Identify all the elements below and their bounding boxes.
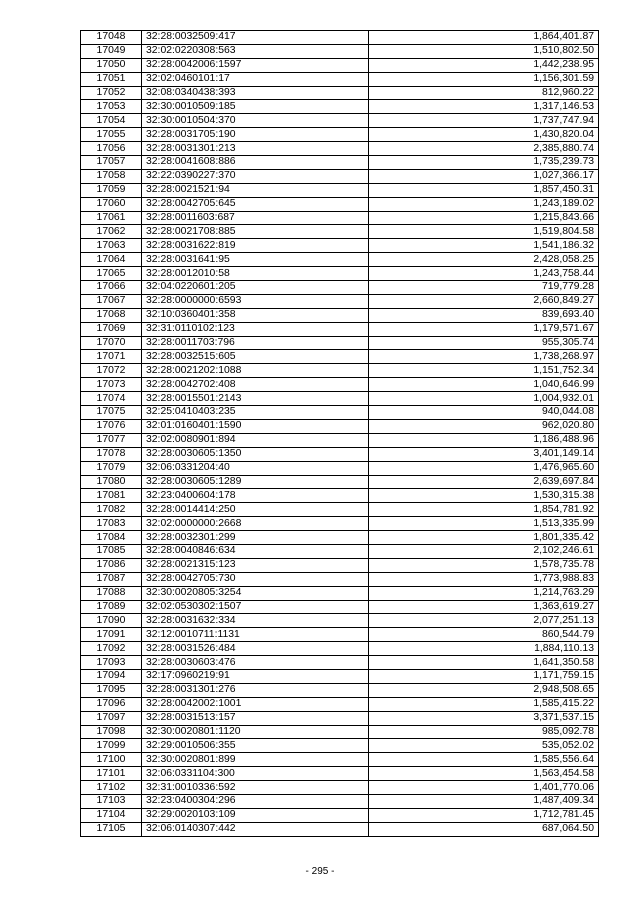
table-row xyxy=(81,433,599,447)
value-amount-cell: 1,476,965.60 xyxy=(369,461,599,475)
cadastral-number-cell: 32:28:0030605:1289 xyxy=(142,475,369,489)
cadastral-number-cell: 32:10:0360401:358 xyxy=(142,308,369,322)
cadastral-number-cell: 32:30:0020805:3254 xyxy=(142,586,369,600)
table-row xyxy=(81,794,599,808)
table-row xyxy=(81,544,599,558)
value-amount-cell: 1,151,752.34 xyxy=(369,364,599,378)
table-row xyxy=(81,739,599,753)
table-row xyxy=(81,600,599,614)
cadastral-number-cell: 32:29:0010506:355 xyxy=(142,739,369,753)
value-amount-cell: 1,884,110.13 xyxy=(369,642,599,656)
cadastral-number-cell: 32:06:0331204:40 xyxy=(142,461,369,475)
row-number-cell: 17078 xyxy=(81,447,142,461)
cadastral-number-cell: 32:28:0031513:157 xyxy=(142,711,369,725)
row-number-cell: 17086 xyxy=(81,558,142,572)
row-number-cell: 17074 xyxy=(81,392,142,406)
value-amount-cell: 1,040,646.99 xyxy=(369,378,599,392)
cadastral-number-cell: 32:02:0460101:17 xyxy=(142,72,369,86)
cadastral-number-cell: 32:30:0020801:899 xyxy=(142,753,369,767)
row-number-cell: 17100 xyxy=(81,753,142,767)
row-number-cell: 17094 xyxy=(81,669,142,683)
table-row xyxy=(81,683,599,697)
cadastral-number-cell: 32:28:0021708:885 xyxy=(142,225,369,239)
table-row xyxy=(81,253,599,267)
value-amount-cell: 1,179,571.67 xyxy=(369,322,599,336)
value-amount-cell: 687,064.50 xyxy=(369,822,599,836)
cadastral-number-cell: 32:22:0390227:370 xyxy=(142,169,369,183)
table-row xyxy=(81,711,599,725)
value-amount-cell: 2,102,246.61 xyxy=(369,544,599,558)
value-amount-cell: 985,092.78 xyxy=(369,725,599,739)
row-number-cell: 17087 xyxy=(81,572,142,586)
row-number-cell: 17056 xyxy=(81,142,142,156)
cadastral-number-cell: 32:01:0160401:1590 xyxy=(142,419,369,433)
cadastral-number-cell: 32:17:0960219:91 xyxy=(142,669,369,683)
cadastral-number-cell: 32:30:0010509:185 xyxy=(142,100,369,114)
table-row xyxy=(81,31,599,45)
table-row xyxy=(81,156,599,170)
cadastral-number-cell: 32:28:0031632:334 xyxy=(142,614,369,628)
value-amount-cell: 719,779.28 xyxy=(369,281,599,295)
value-amount-cell: 1,857,450.31 xyxy=(369,183,599,197)
table-row xyxy=(81,475,599,489)
cadastral-number-cell: 32:30:0010504:370 xyxy=(142,114,369,128)
table-row xyxy=(81,642,599,656)
table-row xyxy=(81,558,599,572)
cadastral-number-cell: 32:28:0021202:1088 xyxy=(142,364,369,378)
cadastral-number-cell: 32:25:0410403:235 xyxy=(142,406,369,420)
table-row xyxy=(81,44,599,58)
row-number-cell: 17050 xyxy=(81,58,142,72)
row-number-cell: 17081 xyxy=(81,489,142,503)
table-row xyxy=(81,308,599,322)
cadastral-number-cell: 32:28:0030605:1350 xyxy=(142,447,369,461)
table-row xyxy=(81,294,599,308)
value-amount-cell: 1,317,146.53 xyxy=(369,100,599,114)
value-amount-cell: 940,044.08 xyxy=(369,406,599,420)
value-amount-cell: 860,544.79 xyxy=(369,628,599,642)
table-row xyxy=(81,350,599,364)
value-amount-cell: 1,442,238.95 xyxy=(369,58,599,72)
cadastral-number-cell: 32:28:0011703:796 xyxy=(142,336,369,350)
row-number-cell: 17053 xyxy=(81,100,142,114)
value-amount-cell: 1,186,488.96 xyxy=(369,433,599,447)
row-number-cell: 17101 xyxy=(81,767,142,781)
table-row xyxy=(81,531,599,545)
row-number-cell: 17102 xyxy=(81,781,142,795)
row-number-cell: 17098 xyxy=(81,725,142,739)
table-row xyxy=(81,822,599,836)
cadastral-number-cell: 32:28:0042702:408 xyxy=(142,378,369,392)
row-number-cell: 17054 xyxy=(81,114,142,128)
value-amount-cell: 1,854,781.92 xyxy=(369,503,599,517)
table-row xyxy=(81,100,599,114)
value-amount-cell: 839,693.40 xyxy=(369,308,599,322)
row-number-cell: 17075 xyxy=(81,406,142,420)
table-row xyxy=(81,322,599,336)
table-row xyxy=(81,197,599,211)
value-amount-cell: 1,510,802.50 xyxy=(369,44,599,58)
value-amount-cell: 1,214,763.29 xyxy=(369,586,599,600)
value-amount-cell: 1,401,770.06 xyxy=(369,781,599,795)
row-number-cell: 17062 xyxy=(81,225,142,239)
row-number-cell: 17049 xyxy=(81,44,142,58)
table-row xyxy=(81,656,599,670)
value-amount-cell: 1,738,268.97 xyxy=(369,350,599,364)
table-row xyxy=(81,72,599,86)
cadastral-number-cell: 32:28:0031705:190 xyxy=(142,128,369,142)
row-number-cell: 17073 xyxy=(81,378,142,392)
row-number-cell: 17077 xyxy=(81,433,142,447)
cadastral-number-cell: 32:12:0010711:1131 xyxy=(142,628,369,642)
row-number-cell: 17104 xyxy=(81,808,142,822)
table-row xyxy=(81,447,599,461)
value-amount-cell: 1,541,186.32 xyxy=(369,239,599,253)
value-amount-cell: 1,801,335.42 xyxy=(369,531,599,545)
value-amount-cell: 1,563,454.58 xyxy=(369,767,599,781)
row-number-cell: 17070 xyxy=(81,336,142,350)
row-number-cell: 17079 xyxy=(81,461,142,475)
table-row xyxy=(81,86,599,100)
value-amount-cell: 1,712,781.45 xyxy=(369,808,599,822)
cadastral-number-cell: 32:28:0021521:94 xyxy=(142,183,369,197)
row-number-cell: 17058 xyxy=(81,169,142,183)
table-row xyxy=(81,58,599,72)
cadastral-number-cell: 32:28:0042705:645 xyxy=(142,197,369,211)
row-number-cell: 17083 xyxy=(81,517,142,531)
cadastral-number-cell: 32:28:0042705:730 xyxy=(142,572,369,586)
row-number-cell: 17097 xyxy=(81,711,142,725)
value-amount-cell: 1,585,556.64 xyxy=(369,753,599,767)
row-number-cell: 17085 xyxy=(81,544,142,558)
row-number-cell: 17071 xyxy=(81,350,142,364)
table-row xyxy=(81,767,599,781)
value-amount-cell: 3,371,537.15 xyxy=(369,711,599,725)
value-amount-cell: 1,363,619.27 xyxy=(369,600,599,614)
row-number-cell: 17057 xyxy=(81,156,142,170)
row-number-cell: 17093 xyxy=(81,656,142,670)
table-row xyxy=(81,392,599,406)
row-number-cell: 17072 xyxy=(81,364,142,378)
row-number-cell: 17095 xyxy=(81,683,142,697)
value-amount-cell: 1,578,735.78 xyxy=(369,558,599,572)
table-row xyxy=(81,183,599,197)
table-row xyxy=(81,669,599,683)
value-amount-cell: 1,585,415.22 xyxy=(369,697,599,711)
row-number-cell: 17080 xyxy=(81,475,142,489)
value-amount-cell: 955,305.74 xyxy=(369,336,599,350)
row-number-cell: 17059 xyxy=(81,183,142,197)
row-number-cell: 17055 xyxy=(81,128,142,142)
value-amount-cell: 1,530,315.38 xyxy=(369,489,599,503)
cadastral-number-cell: 32:31:0110102:123 xyxy=(142,322,369,336)
value-amount-cell: 1,737,747.94 xyxy=(369,114,599,128)
table-row xyxy=(81,114,599,128)
table-row xyxy=(81,142,599,156)
cadastral-number-cell: 32:28:0021315:123 xyxy=(142,558,369,572)
cadastral-number-cell: 32:28:0031641:95 xyxy=(142,253,369,267)
row-number-cell: 17099 xyxy=(81,739,142,753)
cadastral-number-cell: 32:23:0400304:296 xyxy=(142,794,369,808)
cadastral-number-cell: 32:28:0031622:819 xyxy=(142,239,369,253)
value-amount-cell: 1,864,401.87 xyxy=(369,31,599,45)
row-number-cell: 17051 xyxy=(81,72,142,86)
value-amount-cell: 1,027,366.17 xyxy=(369,169,599,183)
value-amount-cell: 2,639,697.84 xyxy=(369,475,599,489)
cadastral-number-cell: 32:02:0530302:1507 xyxy=(142,600,369,614)
table-row xyxy=(81,503,599,517)
cadastral-number-cell: 32:28:0014414:250 xyxy=(142,503,369,517)
row-number-cell: 17063 xyxy=(81,239,142,253)
page-number: - 295 - xyxy=(305,866,335,877)
table-row xyxy=(81,517,599,531)
table-row xyxy=(81,489,599,503)
value-amount-cell: 1,430,820.04 xyxy=(369,128,599,142)
cadastral-number-cell: 32:28:0042006:1597 xyxy=(142,58,369,72)
value-amount-cell: 1,513,335.99 xyxy=(369,517,599,531)
value-amount-cell: 1,171,759.15 xyxy=(369,669,599,683)
value-amount-cell: 1,519,804.58 xyxy=(369,225,599,239)
row-number-cell: 17088 xyxy=(81,586,142,600)
row-number-cell: 17082 xyxy=(81,503,142,517)
row-number-cell: 17065 xyxy=(81,267,142,281)
value-amount-cell: 1,243,758.44 xyxy=(369,267,599,281)
value-amount-cell: 1,243,189.02 xyxy=(369,197,599,211)
cadastral-number-cell: 32:28:0031301:276 xyxy=(142,683,369,697)
table-row xyxy=(81,753,599,767)
value-amount-cell: 1,156,301.59 xyxy=(369,72,599,86)
cadastral-number-cell: 32:28:0041608:886 xyxy=(142,156,369,170)
table-row xyxy=(81,808,599,822)
table-row xyxy=(81,225,599,239)
row-number-cell: 17096 xyxy=(81,697,142,711)
value-amount-cell: 1,004,932.01 xyxy=(369,392,599,406)
row-number-cell: 17084 xyxy=(81,531,142,545)
table-row xyxy=(81,461,599,475)
cadastral-number-cell: 32:28:0032301:299 xyxy=(142,531,369,545)
cadastral-number-cell: 32:28:0032515:605 xyxy=(142,350,369,364)
value-amount-cell: 2,428,058.25 xyxy=(369,253,599,267)
table-row xyxy=(81,572,599,586)
cadastral-number-cell: 32:02:0000000:2668 xyxy=(142,517,369,531)
cadastral-number-cell: 32:28:0030603:476 xyxy=(142,656,369,670)
table-row xyxy=(81,697,599,711)
row-number-cell: 17103 xyxy=(81,794,142,808)
cadastral-number-cell: 32:28:0015501:2143 xyxy=(142,392,369,406)
table-row xyxy=(81,378,599,392)
table-row xyxy=(81,586,599,600)
value-amount-cell: 1,487,409.34 xyxy=(369,794,599,808)
table-row xyxy=(81,406,599,420)
table-row xyxy=(81,169,599,183)
row-number-cell: 17048 xyxy=(81,31,142,45)
row-number-cell: 17089 xyxy=(81,600,142,614)
table-row xyxy=(81,781,599,795)
table-row xyxy=(81,614,599,628)
value-amount-cell: 2,660,849.27 xyxy=(369,294,599,308)
cadastral-number-cell: 32:28:0031301:213 xyxy=(142,142,369,156)
value-amount-cell: 1,773,988.83 xyxy=(369,572,599,586)
cadastral-number-cell: 32:28:0011603:687 xyxy=(142,211,369,225)
row-number-cell: 17069 xyxy=(81,322,142,336)
cadastral-number-cell: 32:02:0220308:563 xyxy=(142,44,369,58)
value-amount-cell: 535,052.02 xyxy=(369,739,599,753)
table-row xyxy=(81,239,599,253)
cadastral-number-cell: 32:28:0032509:417 xyxy=(142,31,369,45)
cadastral-number-cell: 32:28:0000000:6593 xyxy=(142,294,369,308)
table-row xyxy=(81,281,599,295)
row-number-cell: 17091 xyxy=(81,628,142,642)
table-row xyxy=(81,725,599,739)
row-number-cell: 17052 xyxy=(81,86,142,100)
row-number-cell: 17066 xyxy=(81,281,142,295)
cadastral-number-cell: 32:30:0020801:1120 xyxy=(142,725,369,739)
table-row xyxy=(81,128,599,142)
value-amount-cell: 962,020.80 xyxy=(369,419,599,433)
cadastral-number-cell: 32:28:0042002:1001 xyxy=(142,697,369,711)
value-amount-cell: 812,960.22 xyxy=(369,86,599,100)
row-number-cell: 17090 xyxy=(81,614,142,628)
row-number-cell: 17061 xyxy=(81,211,142,225)
row-number-cell: 17060 xyxy=(81,197,142,211)
cadastral-number-cell: 32:28:0040846:634 xyxy=(142,544,369,558)
value-amount-cell: 1,641,350.58 xyxy=(369,656,599,670)
cadastral-number-cell: 32:23:0400604:178 xyxy=(142,489,369,503)
cadastral-number-cell: 32:31:0010336:592 xyxy=(142,781,369,795)
table-row xyxy=(81,628,599,642)
value-amount-cell: 3,401,149.14 xyxy=(369,447,599,461)
cadastral-number-cell: 32:02:0080901:894 xyxy=(142,433,369,447)
row-number-cell: 17067 xyxy=(81,294,142,308)
table-row xyxy=(81,419,599,433)
cadastral-number-cell: 32:28:0012010:58 xyxy=(142,267,369,281)
table-row xyxy=(81,267,599,281)
row-number-cell: 17076 xyxy=(81,419,142,433)
cadastral-number-cell: 32:28:0031526:484 xyxy=(142,642,369,656)
cadastral-number-cell: 32:04:0220601:205 xyxy=(142,281,369,295)
cadastral-number-cell: 32:29:0020103:109 xyxy=(142,808,369,822)
value-amount-cell: 2,385,880.74 xyxy=(369,142,599,156)
cadastral-number-cell: 32:06:0140307:442 xyxy=(142,822,369,836)
table-row xyxy=(81,364,599,378)
row-number-cell: 17092 xyxy=(81,642,142,656)
row-number-cell: 17064 xyxy=(81,253,142,267)
row-number-cell: 17068 xyxy=(81,308,142,322)
table-row xyxy=(81,211,599,225)
cadastral-number-cell: 32:06:0331104:300 xyxy=(142,767,369,781)
value-amount-cell: 1,735,239.73 xyxy=(369,156,599,170)
value-amount-cell: 2,948,508.65 xyxy=(369,683,599,697)
table-row xyxy=(81,336,599,350)
value-amount-cell: 2,077,251.13 xyxy=(369,614,599,628)
row-number-cell: 17105 xyxy=(81,822,142,836)
cadastral-number-cell: 32:08:0340438:393 xyxy=(142,86,369,100)
cadastral-value-table xyxy=(80,30,599,837)
table-body xyxy=(81,31,599,837)
value-amount-cell: 1,215,843.66 xyxy=(369,211,599,225)
